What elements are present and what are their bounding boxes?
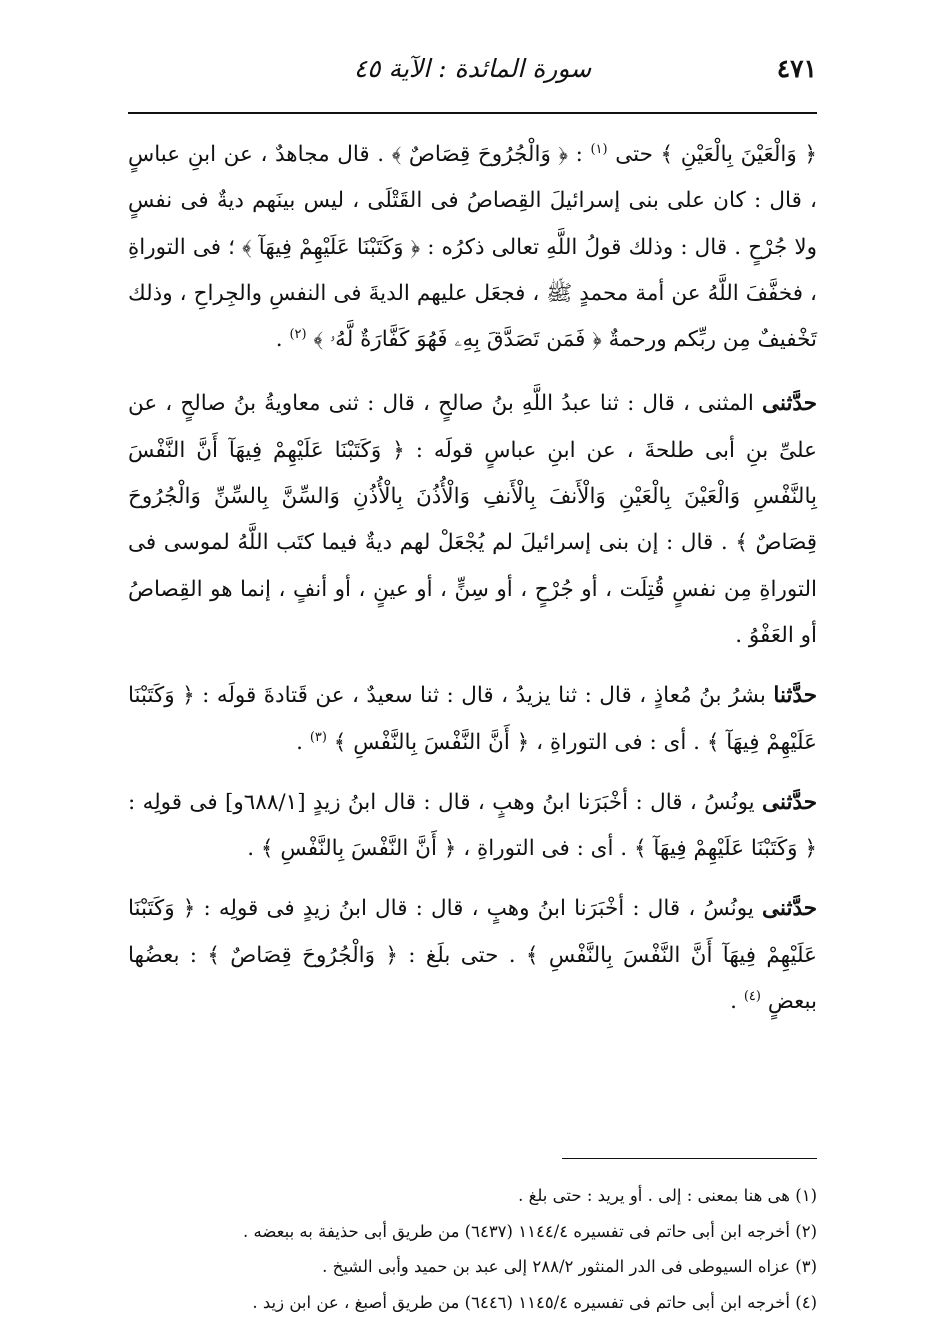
footnote-reference: (٣) bbox=[309, 729, 327, 745]
paragraph-text: يونُسُ ، قال : أخْبَرَنا ابنُ وهبٍ ، قال : قال ابنُ زيدٍ [٦٨٨/١و] فى قولِه : ﴿ وَكَتَبْنَا عَلَيْهِمْ فِيهَآ ﴾ . أى : فى التوراةِ ، ﴿ أَنَّ النَّفْسَ بِالنَّفْسِ ﴾ . bbox=[128, 789, 817, 862]
running-title: سورة المائدة : الآية ٤٥ bbox=[353, 54, 592, 83]
footnote-2: (٢) أخرجه ابن أبى حاتم فى تفسيره ١١٤٤/٤ (٦٤٣٧) من طريق أبى حذيفة به ببعضه . bbox=[243, 1221, 817, 1241]
paragraph-text: يونُسُ ، قال : أخْبَرَنا ابنُ وهبٍ ، قال : قال ابنُ زيدٍ فى قولِه : ﴿ وَكَتَبْنَا عَلَيْهِمْ فِيهَآ أَنَّ النَّفْسَ بِالنَّفْسِ ﴾ . حتى بلَغ : ﴿ وَالْجُرُوحَ قِصَاصٌ ﴾ : بعضُها ببعضٍ bbox=[128, 896, 817, 1015]
paragraph-4 bbox=[128, 780, 817, 873]
paragraph-text: . bbox=[275, 327, 283, 353]
paragraph-3 bbox=[128, 673, 817, 766]
paragraph-1 bbox=[128, 132, 817, 363]
footnote-reference: (٤) bbox=[743, 988, 761, 1004]
paragraph-text: : ﴿ وَالْجُرُوحَ قِصَاصٌ ﴾ . قال مجاهدٌ ، عن ابنِ عباسٍ ، قال : كان على بنى إسرائيلَ القِصاصُ فى القَتْلَى ، ليس بينَهم ديةٌ فى نفسٍ ولا جُرْحٍ . قال : وذلك قولُ اللَّهِ تعالى ذكرُه : ﴿ وَكَتَبْنَا عَلَيْهِمْ فِيهَآ ﴾ ؛ فى التوراةِ ، فخفَّفَ اللَّهُ عن أمة محمدٍ ﷺ ، فجعَل عليهم الديةَ فى النفسِ والجِراحِ ، وذلك تَخْفيفٌ مِن ربِّكم ورحمةٌ ﴿ فَمَن تَصَدَّقَ بِهِۦ فَهُوَ كَفَّارَةٌ لَّهُۥ ﴾ bbox=[128, 142, 817, 353]
header-rule bbox=[128, 112, 817, 114]
page-header bbox=[128, 44, 817, 104]
paragraph-text: . bbox=[730, 989, 737, 1015]
paragraph-text: المثنى ، قال : ثنا عبدُ اللَّهِ بنُ صالحٍ ، قال : ثنى معاويةُ بنُ صالحٍ ، عن علىِّ بنِ أبى طلحةَ ، عن ابنِ عباسٍ قولَه : ﴿ وَكَتَبْنَا عَلَيْهِمْ فِيهَآ أَنَّ النَّفْسَ بِالنَّفْسِ وَالْعَيْنَ بِالْعَيْنِ وَالْأَنفَ بِالْأَنفِ وَالْأُذُنَ بِالْأُذُنِ وَالسِّنَّ بِالسِّنِّ وَالْجُرُوحَ قِصَاصٌ ﴾ . قال : إن بنى إسرائيلَ لم يُجْعَلْ لهم ديةٌ فيما كتَب اللَّهُ لموسى فى التوراةِ مِن نفسٍ قُتِلَت ، أو جُرْحٍ ، أو سِنٍّ ، أو عينٍ ، أو أنفٍ ، إنما هو القِصاصُ أو العَفْوُ . bbox=[128, 391, 817, 648]
footnote-rule bbox=[562, 1158, 817, 1159]
footnote-1: (١) هى هنا بمعنى : إلى . أو يريد : حتى بلغ . bbox=[518, 1186, 817, 1205]
footnote-4: (٤) أخرجه ابن أبى حاتم فى تفسيره ١١٤٥/٤ (٦٤٤٦) من طريق أصبغ ، عن ابن زيد . bbox=[252, 1292, 817, 1312]
footnote-reference: (٢) bbox=[289, 327, 307, 343]
paragraph-5 bbox=[128, 886, 817, 1025]
main-text bbox=[128, 132, 817, 1039]
paragraph-text: ﴿ وَالْعَيْنَ بِالْعَيْنِ ﴾ حتى bbox=[615, 142, 817, 167]
footnote-3: (٣) عزاه السيوطى فى الدر المنثور ٢٨٨/٢ إلى عبد بن حميد وأبى الشيخ . bbox=[322, 1257, 817, 1276]
paragraph-lead: حدَّثنى bbox=[762, 896, 817, 922]
paragraph-text: . bbox=[296, 729, 303, 755]
page-number: ٤٧١ bbox=[776, 54, 817, 83]
paragraph-text: بشرُ بنُ مُعاذٍ ، قال : ثنا يزيدُ ، قال : ثنا سعيدٌ ، عن قَتادةَ قولَه : ﴿ وَكَتَبْنَا عَلَيْهِمْ فِيهَآ ﴾ . أى : فى التوراةِ ، ﴿ أَنَّ النَّفْسَ بِالنَّفْسِ ﴾ bbox=[128, 683, 817, 755]
paragraph-lead: حدَّثنا bbox=[773, 683, 817, 709]
footnotes bbox=[128, 1178, 817, 1320]
paragraph-lead: حدَّثنى bbox=[762, 391, 817, 417]
footnote-reference: (١) bbox=[590, 141, 608, 157]
paragraph-lead: حدَّثنى bbox=[762, 789, 817, 815]
paragraph-2 bbox=[128, 381, 817, 659]
